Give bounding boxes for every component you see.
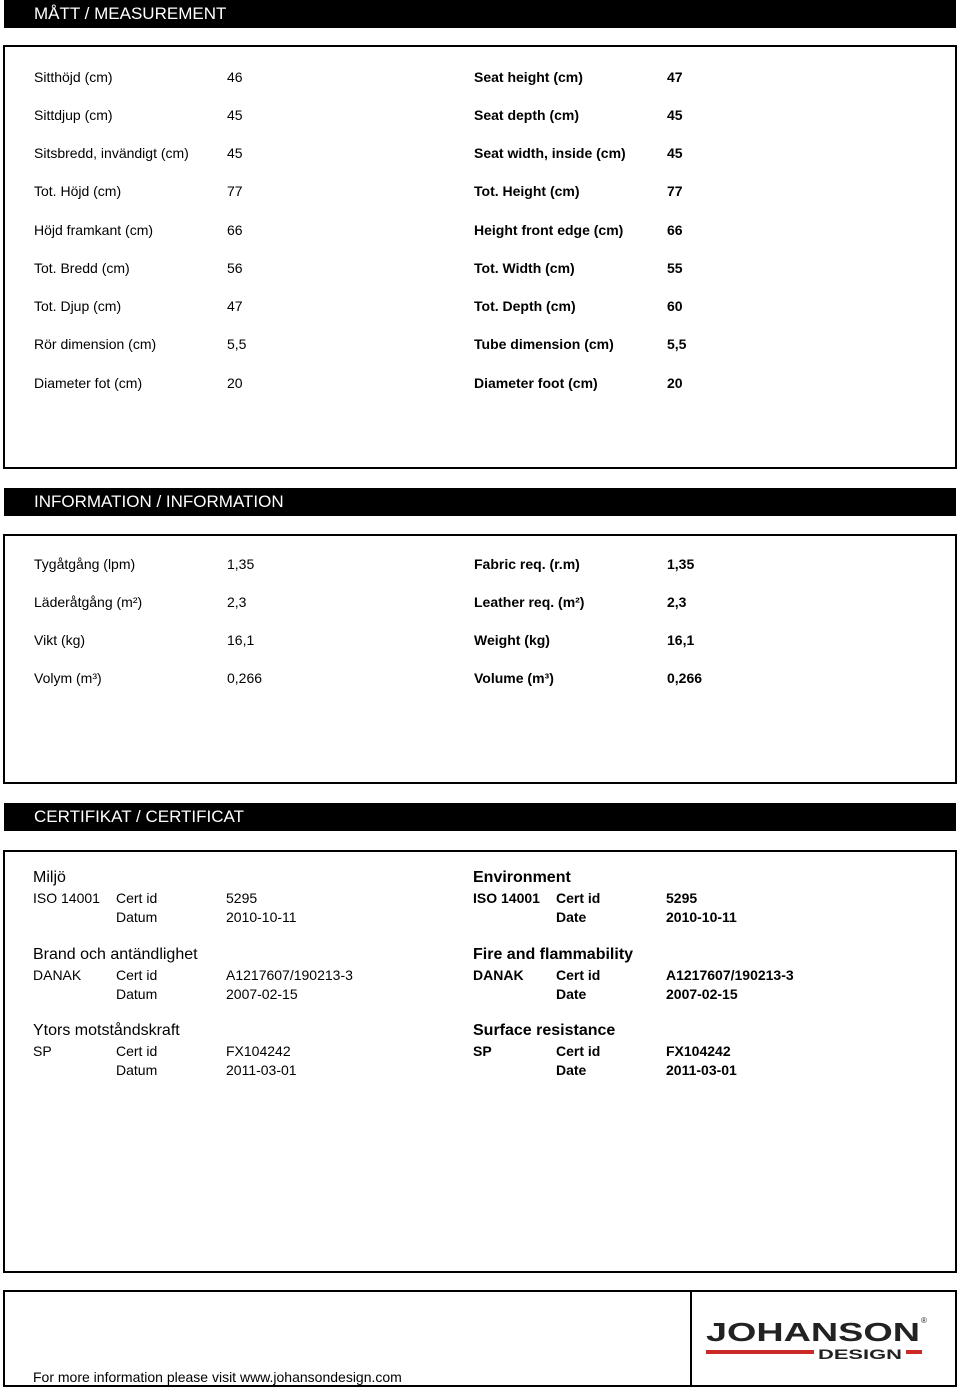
- row-sv-value: 45: [227, 107, 243, 123]
- logo-registered-mark: ®: [921, 1316, 927, 1325]
- information-box: [3, 534, 957, 784]
- row-sv-label: Tot. Djup (cm): [34, 298, 122, 314]
- row-sv-label: Läderåtgång (m²): [34, 594, 143, 610]
- row-sv-label: Höjd framkant (cm): [34, 222, 154, 238]
- measurement-row: [5, 334, 955, 354]
- row-sv-value: 47: [227, 298, 243, 314]
- row-en-value: 5,5: [667, 336, 687, 352]
- cert-sv-heading: Ytors motståndskraft: [33, 1022, 180, 1039]
- information-row: [5, 554, 955, 574]
- row-sv-value: 2,3: [227, 594, 247, 610]
- row-en-label: Seat depth (cm): [474, 107, 580, 123]
- measurement-title-bar: [4, 0, 956, 28]
- cert-en-heading: Fire and flammability: [473, 946, 634, 963]
- measurement-row: [5, 220, 955, 240]
- row-en-value: 45: [667, 145, 683, 161]
- measurement-box: [3, 45, 957, 469]
- cert-issuer: SP: [33, 1043, 52, 1059]
- cert-issuer: ISO 14001: [33, 890, 100, 906]
- row-sv-label: Tot. Höjd (cm): [34, 183, 122, 199]
- cert-date-value: 2010-10-11: [666, 909, 737, 925]
- row-sv-value: 16,1: [227, 632, 255, 648]
- measurement-title: MÅTT / MEASUREMENT: [34, 4, 227, 23]
- cert-id-value: 5295: [666, 890, 698, 906]
- row-en-value: 20: [667, 375, 683, 391]
- row-sv-label: Sitthöjd (cm): [34, 69, 113, 85]
- row-sv-label: Vikt (kg): [34, 632, 86, 648]
- row-en-value: 1,35: [667, 556, 695, 572]
- cert-id-label: Cert id: [556, 967, 601, 983]
- information-row: [5, 668, 955, 688]
- cert-date-value: 2011-03-01: [666, 1062, 737, 1078]
- row-en-value: 66: [667, 222, 683, 238]
- measurement-row: [5, 67, 955, 87]
- row-sv-label: Rör dimension (cm): [34, 336, 157, 352]
- cert-sv-heading: Brand och antändlighet: [33, 946, 198, 963]
- cert-issuer: SP: [473, 1043, 492, 1059]
- measurement-row: [5, 143, 955, 163]
- row-en-label: Volume (m³): [474, 670, 554, 686]
- row-sv-label: Diameter fot (cm): [34, 375, 143, 391]
- cert-id-value: A1217607/190213-3: [666, 967, 794, 983]
- row-en-value: 0,266: [667, 670, 703, 686]
- cert-issuer: ISO 14001: [473, 890, 540, 906]
- measurement-row: [5, 296, 955, 316]
- measurement-row: [5, 105, 955, 125]
- johanson-design-logo: [704, 1313, 928, 1363]
- measurement-row: [5, 181, 955, 201]
- information-title-bar: [4, 488, 956, 516]
- row-sv-value: 0,266: [227, 670, 263, 686]
- cert-id-label: Cert id: [116, 967, 158, 983]
- footer-website-text: For more information please visit www.johansondesign.com: [33, 1369, 402, 1385]
- cert-id-label: Cert id: [556, 1043, 601, 1059]
- row-en-label: Diameter foot (cm): [474, 375, 598, 391]
- certificate-title-bar: [4, 803, 956, 831]
- row-en-value: 2,3: [667, 594, 687, 610]
- row-sv-label: Sittdjup (cm): [34, 107, 113, 123]
- cert-date-value: 2007-02-15: [226, 986, 298, 1002]
- row-en-label: Tube dimension (cm): [474, 336, 614, 352]
- cert-date-value: 2007-02-15: [666, 986, 738, 1002]
- cert-id-value: FX104242: [226, 1043, 291, 1059]
- cert-date-label: Date: [556, 986, 587, 1002]
- row-sv-label: Volym (m³): [34, 670, 102, 686]
- row-sv-label: Tygåtgång (lpm): [34, 556, 136, 572]
- cert-date-label: Datum: [116, 909, 158, 925]
- row-en-label: Leather req. (m²): [474, 594, 585, 610]
- row-sv-value: 66: [227, 222, 243, 238]
- cert-issuer: DANAK: [33, 967, 82, 983]
- cert-issuer: DANAK: [473, 967, 524, 983]
- logo-left-line: [706, 1350, 814, 1354]
- cert-date-value: 2010-10-11: [226, 909, 297, 925]
- logo-main-text: JOHANSON: [706, 1317, 920, 1347]
- row-sv-value: 45: [227, 145, 243, 161]
- row-sv-label: Sitsbredd, invändigt (cm): [34, 145, 189, 161]
- row-en-value: 60: [667, 298, 683, 314]
- cert-id-label: Cert id: [116, 890, 158, 906]
- cert-date-label: Datum: [116, 986, 158, 1002]
- row-en-label: Weight (kg): [474, 632, 550, 648]
- cert-en-heading: Environment: [473, 869, 571, 886]
- cert-en-heading: Surface resistance: [473, 1022, 616, 1039]
- information-row: [5, 630, 955, 650]
- row-sv-value: 5,5: [227, 336, 247, 352]
- row-en-label: Tot. Width (cm): [474, 260, 575, 276]
- row-en-label: Fabric req. (r.m): [474, 556, 580, 572]
- row-en-value: 45: [667, 107, 683, 123]
- row-en-label: Seat width, inside (cm): [474, 145, 626, 161]
- cert-date-value: 2011-03-01: [226, 1062, 297, 1078]
- certificate-title: CERTIFIKAT / CERTIFICAT: [34, 807, 245, 826]
- row-en-label: Tot. Depth (cm): [474, 298, 576, 314]
- row-en-value: 47: [667, 69, 683, 85]
- row-sv-value: 20: [227, 375, 243, 391]
- cert-date-label: Datum: [116, 1062, 158, 1078]
- cert-id-label: Cert id: [116, 1043, 158, 1059]
- information-title: INFORMATION / INFORMATION: [34, 492, 284, 511]
- cert-id-value: A1217607/190213-3: [226, 967, 353, 983]
- cert-date-label: Date: [556, 909, 587, 925]
- row-sv-value: 77: [227, 183, 243, 199]
- cert-id-label: Cert id: [556, 890, 601, 906]
- logo-right-line: [906, 1350, 922, 1354]
- information-row: [5, 592, 955, 612]
- row-en-value: 16,1: [667, 632, 695, 648]
- row-en-value: 55: [667, 260, 683, 276]
- cert-date-label: Date: [556, 1062, 587, 1078]
- row-sv-value: 56: [227, 260, 243, 276]
- row-sv-label: Tot. Bredd (cm): [34, 260, 130, 276]
- row-en-label: Seat height (cm): [474, 69, 583, 85]
- row-sv-value: 1,35: [227, 556, 255, 572]
- row-sv-value: 46: [227, 69, 243, 85]
- logo-sub-text: DESIGN: [818, 1346, 902, 1362]
- cert-id-value: 5295: [226, 890, 258, 906]
- cert-sv-heading: Miljö: [33, 869, 66, 886]
- measurement-row: [5, 373, 955, 393]
- cert-id-value: FX104242: [666, 1043, 731, 1059]
- row-en-label: Height front edge (cm): [474, 222, 624, 238]
- measurement-row: [5, 258, 955, 278]
- row-en-value: 77: [667, 183, 683, 199]
- row-en-label: Tot. Height (cm): [474, 183, 580, 199]
